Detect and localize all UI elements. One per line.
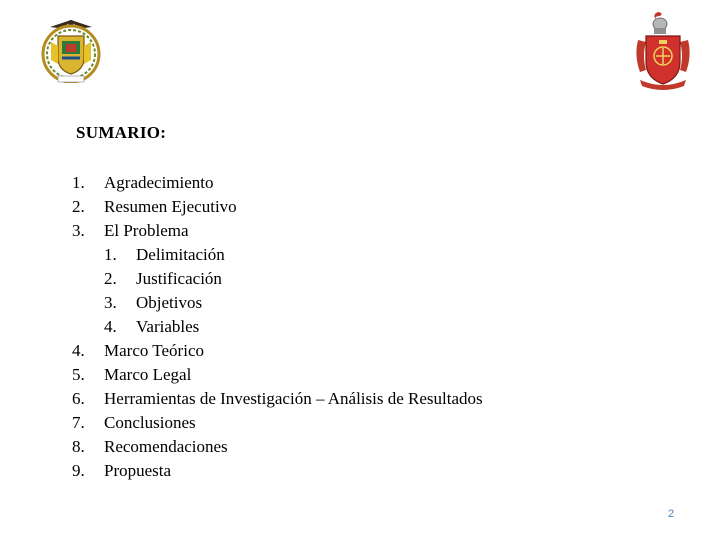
item-label: Objetivos [136, 293, 203, 312]
item-label: El Problema [104, 221, 189, 240]
item-label: Justificación [136, 269, 222, 288]
item-label: Marco Teórico [104, 341, 204, 360]
item-label: Conclusiones [104, 413, 196, 432]
sub-list-item [72, 243, 483, 267]
item-label: Variables [136, 317, 200, 336]
item-number: 8. [72, 437, 85, 456]
left-coat-of-arms-logo [36, 14, 106, 90]
slide-title: SUMARIO: [76, 123, 167, 142]
item-label: Resumen Ejecutivo [104, 197, 237, 216]
item-label: Recomendaciones [104, 437, 228, 456]
item-label: Herramientas de Investigación – Análisis de Resultados [104, 389, 483, 408]
item-label: Delimitación [136, 245, 225, 264]
list-item [72, 363, 483, 387]
item-number: 9. [72, 461, 85, 480]
list-item [72, 195, 483, 219]
list-item [72, 339, 483, 363]
list-item [72, 435, 483, 459]
sumario-list [72, 171, 483, 483]
sub-list-item [72, 315, 483, 339]
item-number: 2. [72, 197, 85, 216]
item-number: 4. [104, 317, 117, 336]
sub-list-item [72, 267, 483, 291]
list-item [72, 459, 483, 483]
item-number: 4. [72, 341, 85, 360]
right-crest-logo [630, 10, 696, 90]
item-label: Agradecimiento [104, 173, 214, 192]
item-number: 6. [72, 389, 85, 408]
item-label: Propuesta [104, 461, 172, 480]
list-item [72, 387, 483, 411]
item-number: 1. [72, 173, 85, 192]
item-number: 3. [104, 293, 117, 312]
item-number: 5. [72, 365, 85, 384]
item-number: 2. [104, 269, 117, 288]
item-number: 7. [72, 413, 85, 432]
item-number: 1. [104, 245, 117, 264]
sub-list-item [72, 291, 483, 315]
list-item [72, 411, 483, 435]
page-number: 2 [668, 508, 675, 520]
item-number: 3. [72, 221, 85, 240]
list-item [72, 219, 483, 243]
item-label: Marco Legal [104, 365, 192, 384]
list-item [72, 171, 483, 195]
